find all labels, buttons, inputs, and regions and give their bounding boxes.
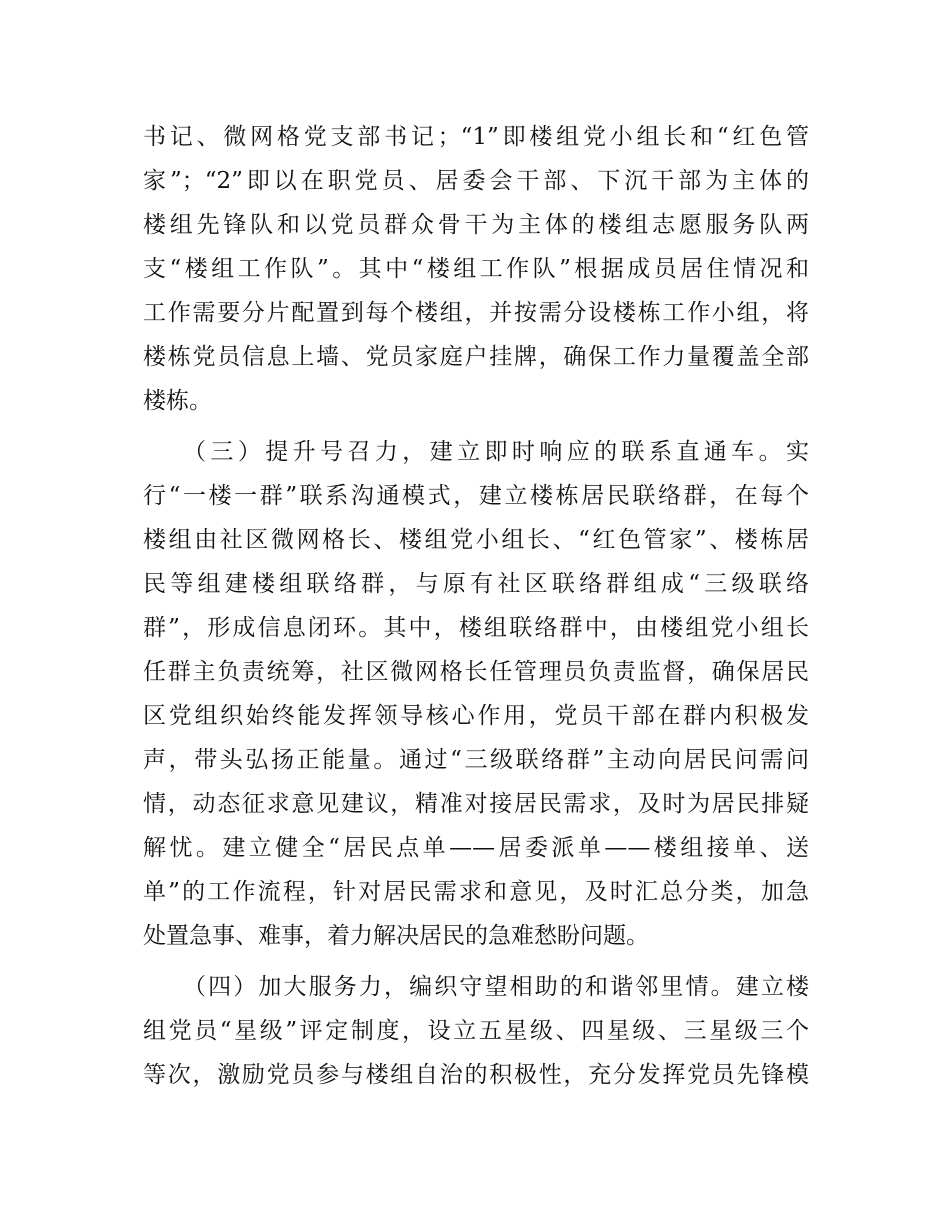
text-line-4: 支“楼组工作队”。其中“楼组工作队”根据成员居住情况和 [143, 256, 809, 282]
text-line-13: 任群主负责统筹，社区微网格长任管理员负责监督，确保居民 [143, 659, 809, 685]
text-line-21: 组党员“星级”评定制度，设立五星级、四星级、三星级三个 [143, 1018, 809, 1044]
text-line-5: 工作需要分片配置到每个楼组，并按需分设楼栋工作小组，将 [143, 300, 809, 326]
text-line-3: 楼组先锋队和以党员群众骨干为主体的楼组志愿服务队两 [143, 212, 809, 238]
text-line-2: 家”；“2”即以在职党员、居委会干部、下沉干部为主体的 [143, 168, 809, 194]
text-line-11: 民等组建楼组联络群，与原有社区联络群组成“三级联络 [143, 571, 809, 597]
text-line-10: 楼组由社区微网格长、楼组党小组长、“红色管家”、楼栋居 [143, 527, 809, 553]
text-line-12: 群”，形成信息闭环。其中，楼组联络群中，由楼组党小组长 [143, 615, 809, 641]
text-line-14: 区党组织始终能发挥领导核心作用，党员干部在群内积极发 [143, 703, 809, 729]
paragraph-heading-four: （四）加大服务力，编织守望相助的和谐邻里情。建立楼 [183, 974, 809, 1000]
text-line-22: 等次，激励党员参与楼组自治的积极性，充分发挥党员先锋模 [143, 1062, 809, 1088]
text-line-17: 解忧。建立健全“居民点单——居委派单——楼组接单、送 [143, 835, 809, 861]
text-line-15: 声，带头弘扬正能量。通过“三级联络群”主动向居民问需问 [143, 747, 809, 773]
text-line-9: 行“一楼一群”联系沟通模式，建立楼栋居民联络群，在每个 [143, 483, 809, 509]
text-line-16: 情，动态征求意见建议，精准对接居民需求，及时为居民排疑 [143, 791, 809, 817]
text-line-18: 单”的工作流程，针对居民需求和意见，及时汇总分类，加急 [143, 879, 809, 905]
text-line-1: 书记、微网格党支部书记；“1”即楼组党小组长和“红色管 [143, 124, 809, 150]
paragraph-heading-three: （三）提升号召力，建立即时响应的联系直通车。实 [183, 439, 809, 465]
text-line-7: 楼栋。 [143, 388, 212, 414]
text-line-19: 处置急事、难事，着力解决居民的急难愁盼问题。 [143, 923, 649, 949]
text-line-6: 楼栋党员信息上墙、党员家庭户挂牌，确保工作力量覆盖全部 [143, 344, 809, 370]
